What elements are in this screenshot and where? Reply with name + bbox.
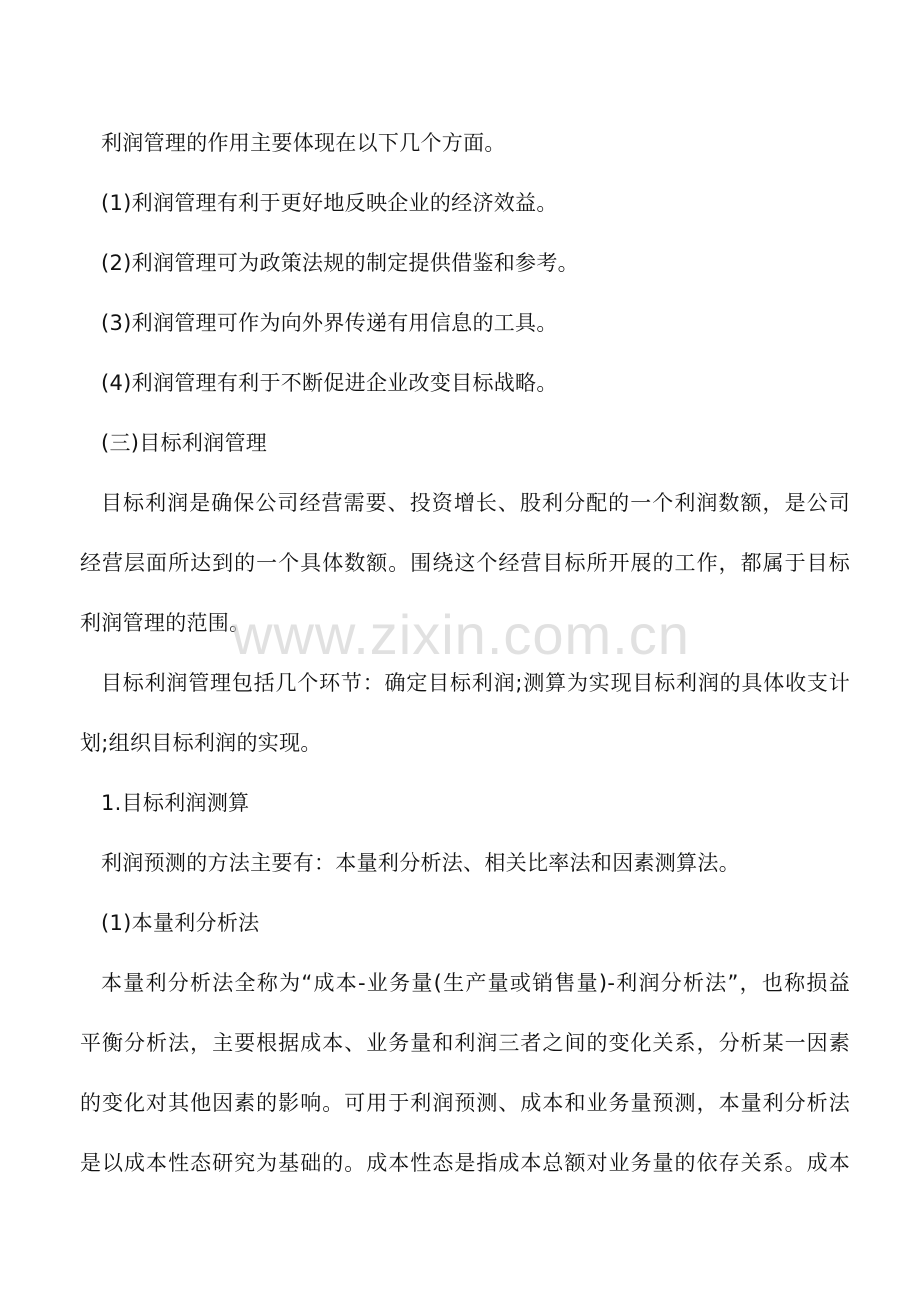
list-item-2: (2)利润管理可为政策法规的制定提供借鉴和参考。 bbox=[101, 251, 579, 275]
site-watermark: www.zixin.com.cn bbox=[232, 603, 690, 666]
section-heading-target-profit: (三)目标利润管理 bbox=[101, 431, 268, 455]
paragraph-cvp-line-4: 是以成本性态研究为基础的。成本性态是指成本总额对业务量的依存关系。成本 bbox=[80, 1151, 850, 1175]
paragraph-target-profit-line-3: 利润管理的范围。 bbox=[80, 611, 251, 635]
list-item-3: (3)利润管理可作为向外界传递有用信息的工具。 bbox=[101, 311, 558, 335]
paragraph-cvp-line-1: 本量利分析法全称为“成本-业务量(生产量或销售量)-利润分析法”，也称损益 bbox=[101, 971, 850, 995]
paragraph-prediction-methods: 利润预测的方法主要有：本量利分析法、相关比率法和因素测算法。 bbox=[101, 851, 740, 875]
paragraph-cvp-line-2: 平衡分析法，主要根据成本、业务量和利润三者之间的变化关系，分析某一因素 bbox=[80, 1031, 850, 1055]
paragraph-target-profit-line-1: 目标利润是确保公司经营需要、投资增长、股利分配的一个利润数额，是公司 bbox=[101, 491, 850, 515]
paragraph-management-steps-line-2: 划;组织目标利润的实现。 bbox=[80, 731, 322, 755]
paragraph-management-steps-line-1: 目标利润管理包括几个环节：确定目标利润;测算为实现目标利润的具体收支计 bbox=[101, 671, 850, 695]
list-item-1: (1)利润管理有利于更好地反映企业的经济效益。 bbox=[101, 191, 558, 215]
paragraph-cvp-line-3: 的变化对其他因素的影响。可用于利润预测、成本和业务量预测，本量利分析法 bbox=[80, 1091, 850, 1115]
subsection-heading-profit-estimation: 1.目标利润测算 bbox=[101, 791, 250, 815]
list-item-4: (4)利润管理有利于不断促进企业改变目标战略。 bbox=[101, 371, 558, 395]
subsection-heading-cvp-analysis: (1)本量利分析法 bbox=[101, 911, 260, 935]
paragraph-target-profit-line-2: 经营层面所达到的一个具体数额。围绕这个经营目标所开展的工作，都属于目标 bbox=[80, 551, 850, 575]
paragraph-intro: 利润管理的作用主要体现在以下几个方面。 bbox=[101, 131, 506, 155]
